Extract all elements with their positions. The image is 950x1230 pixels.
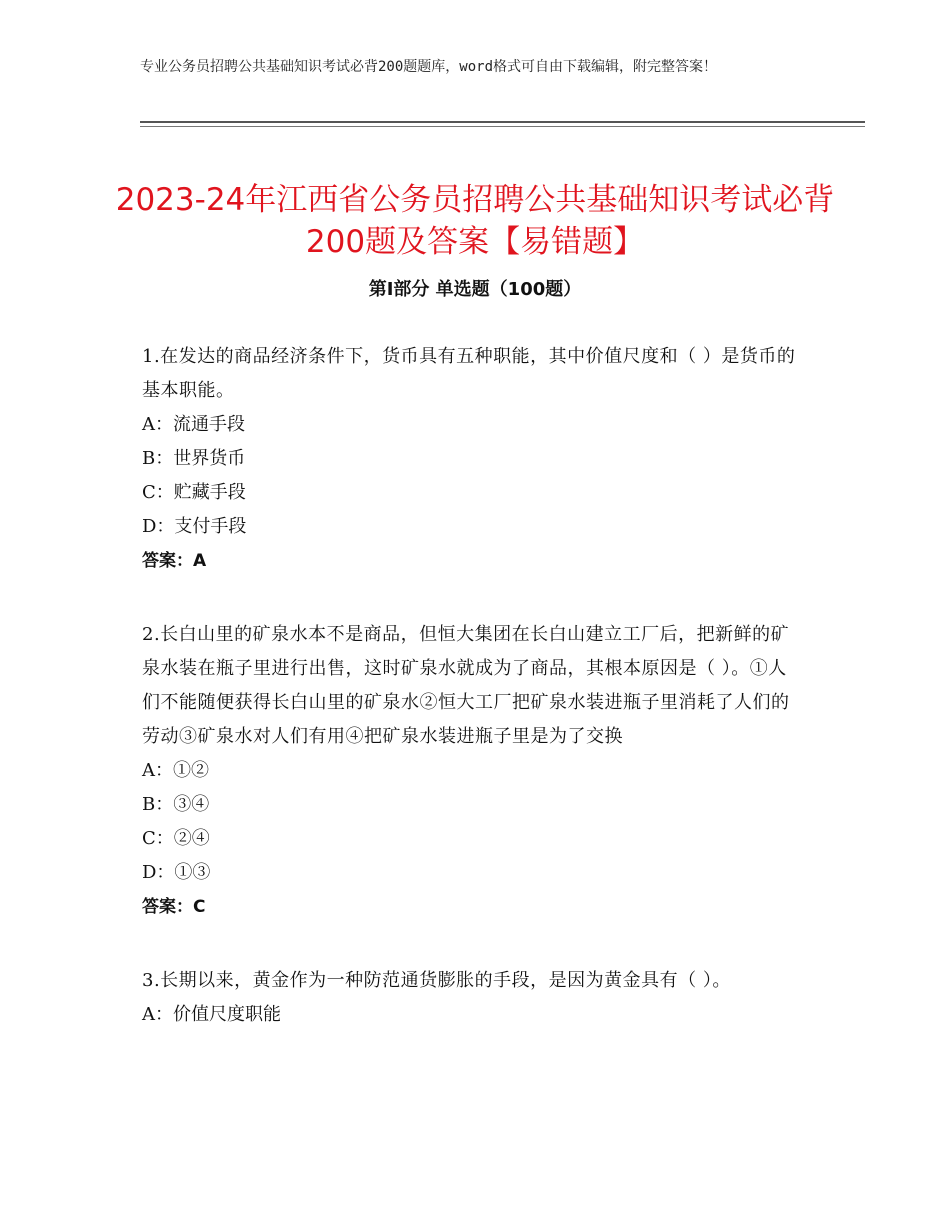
question-1 (142, 340, 802, 578)
header-note: 专业公务员招聘公共基础知识考试必背200题题库，word格式可自由下载编辑，附完整答案！ (140, 59, 717, 75)
question-option-c: C：②④ (142, 828, 210, 849)
question-2 (142, 618, 802, 924)
question-answer: 答案：C (142, 897, 206, 917)
question-option-a: A：流通手段 (142, 414, 245, 435)
question-option-b: B：③④ (142, 794, 210, 815)
question-3 (142, 964, 802, 1032)
question-option-b: B：世界货币 (142, 448, 246, 469)
question-option-a: A：价值尺度职能 (142, 1004, 281, 1025)
section-title: 第Ⅰ部分 单选题（100题） (368, 279, 582, 300)
header-rule-thick (140, 121, 865, 123)
header-rule-thin (140, 126, 865, 127)
question-option-d: D：①③ (142, 862, 211, 883)
question-option-d: D：支付手段 (142, 516, 247, 537)
document-title: 2023-24年江西省公务员招聘公共基础知识考试必背200题及答案【易错题】 (115, 181, 835, 260)
question-stem: 2.长白山里的矿泉水本不是商品，但恒大集团在长白山建立工厂后，把新鲜的矿泉水装在瓶子里进行出售，这时矿泉水就成为了商品，其根本原因是（ ）。①人们不能随便获得长白山里的矿泉水②恒大工厂把矿泉水装进瓶子里消耗了人们的劳动③矿泉水对人们有用④把矿泉水装进瓶子里是为了交换 (142, 624, 790, 747)
question-list (142, 340, 802, 1032)
question-answer: 答案：A (142, 551, 207, 571)
question-option-c: C：贮藏手段 (142, 482, 246, 503)
question-stem: 3.长期以来，黄金作为一种防范通货膨胀的手段，是因为黄金具有（ ）。 (142, 970, 731, 991)
question-stem: 1.在发达的商品经济条件下，货币具有五种职能，其中价值尺度和（ ）是货币的基本职能。 (142, 346, 796, 401)
question-option-a: A：①② (142, 760, 209, 781)
